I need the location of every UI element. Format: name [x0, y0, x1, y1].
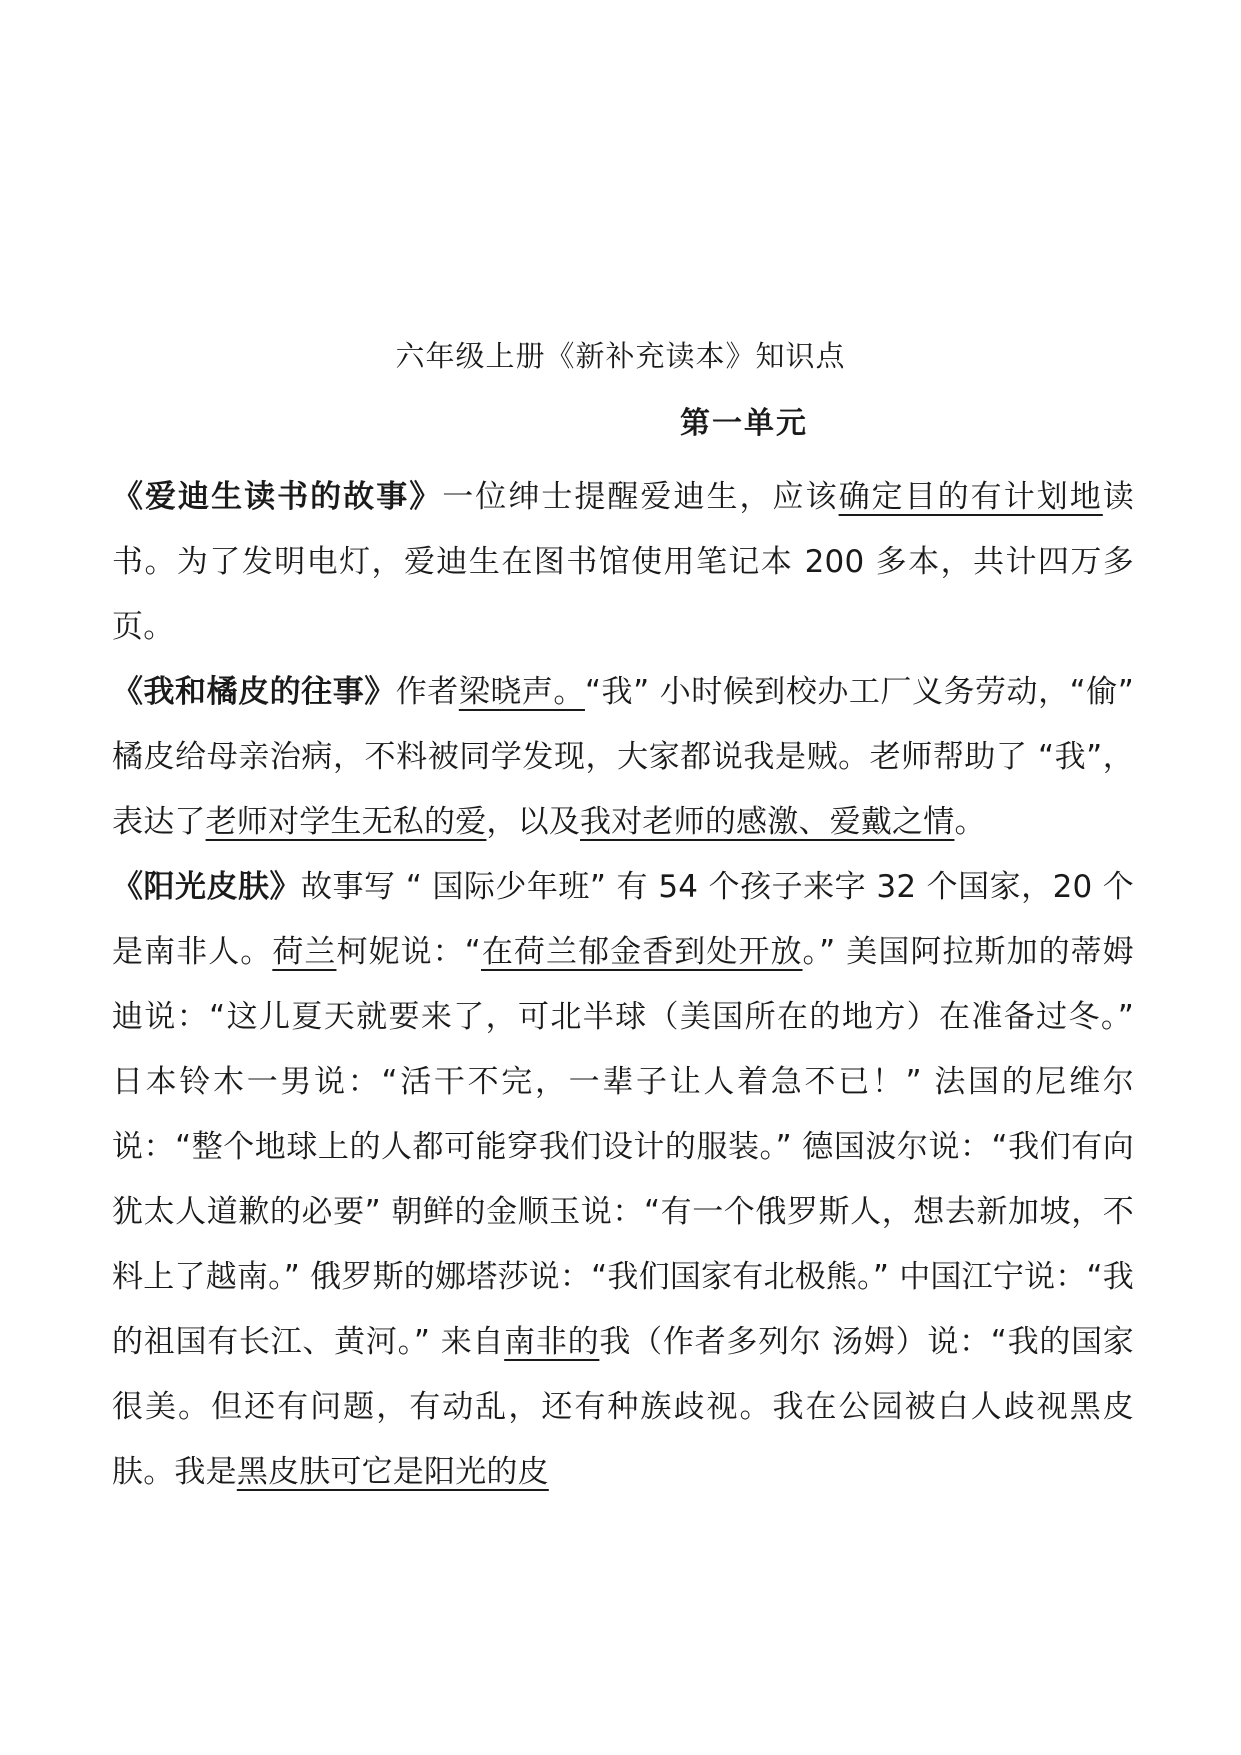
underlined-key-phrase: 南非的 [504, 1324, 600, 1360]
unit-heading: 第一单元 [680, 406, 808, 441]
text-segment: 。 [954, 804, 986, 840]
text-segment: 柯妮说：“ [336, 934, 481, 970]
text-segment: 作者 [395, 674, 459, 710]
text-segment: 一位绅士提醒爱迪生，应该 [442, 479, 839, 515]
book-title: 《我和橘皮的往事》 [112, 674, 396, 710]
text-segment: 故事写 “ 国际少年班” 有 54 个孩子来字 32 个国家，20 个是南非人。 [112, 869, 1134, 970]
underlined-key-phrase: 我对老师的感激、爱戴之情 [580, 804, 955, 840]
underlined-key-phrase: 在荷兰郁金香到处开放 [481, 934, 803, 970]
underlined-key-phrase: 梁晓声。 [458, 674, 585, 710]
text-segment: 读书。为了发明电灯，爱迪生在图书馆使用笔记本 200 多本，共计四万多页。 [112, 479, 1134, 645]
text-segment: ，以及 [486, 804, 581, 840]
paragraph-edison [112, 465, 1134, 660]
underlined-key-phrase: 确定目的有计划地 [838, 479, 1103, 515]
paragraph-orange-peel [112, 660, 1134, 855]
underlined-key-phrase: 老师对学生无私的爱 [205, 804, 487, 840]
text-segment: 。” 美国阿拉斯加的蒂姆迪说：“这儿夏天就要来了，可北半球（美国所在的地方）在准备过冬。” 日本铃木一男说：“活干不完，一辈子让人着急不已！” 法国的尼维尔说：“整个地球上的人都可能穿我们设计的服装。” 德国波尔说：“我们有向犹太人道歉的必要” 朝鲜的金顺玉说：“有一个俄罗斯人，想去新加坡，不料上了越南。” 俄罗斯的娜塔莎说：“我们国家有北极熊。” 中国江宁说：“我的祖国有长江、黄河。” 来自 [112, 934, 1135, 1360]
underlined-key-phrase: 黑皮肤可它是阳光的皮 [236, 1454, 549, 1490]
document-title: 六年级上册《新补充读本》知识点 [395, 339, 846, 373]
book-title: 《阳光皮肤》 [112, 869, 301, 905]
text-segment: 我（作者多列尔 汤姆）说：“我的国家很美。但还有问题，有动乱，还有种族歧视。我在公园被白人歧视黑皮肤。我是 [112, 1324, 1134, 1490]
book-title: 《爱迪生读书的故事》 [112, 479, 443, 515]
document-body [112, 465, 1134, 1505]
paragraph-sunshine-skin [112, 855, 1134, 1505]
text-segment: “我” 小时候到校办工厂义务劳动，“偷” 橘皮给母亲治病，不料被同学发现，大家都说我是贼。老师帮助了 “我”，表达了 [112, 674, 1134, 840]
underlined-key-phrase: 荷兰 [272, 934, 337, 970]
